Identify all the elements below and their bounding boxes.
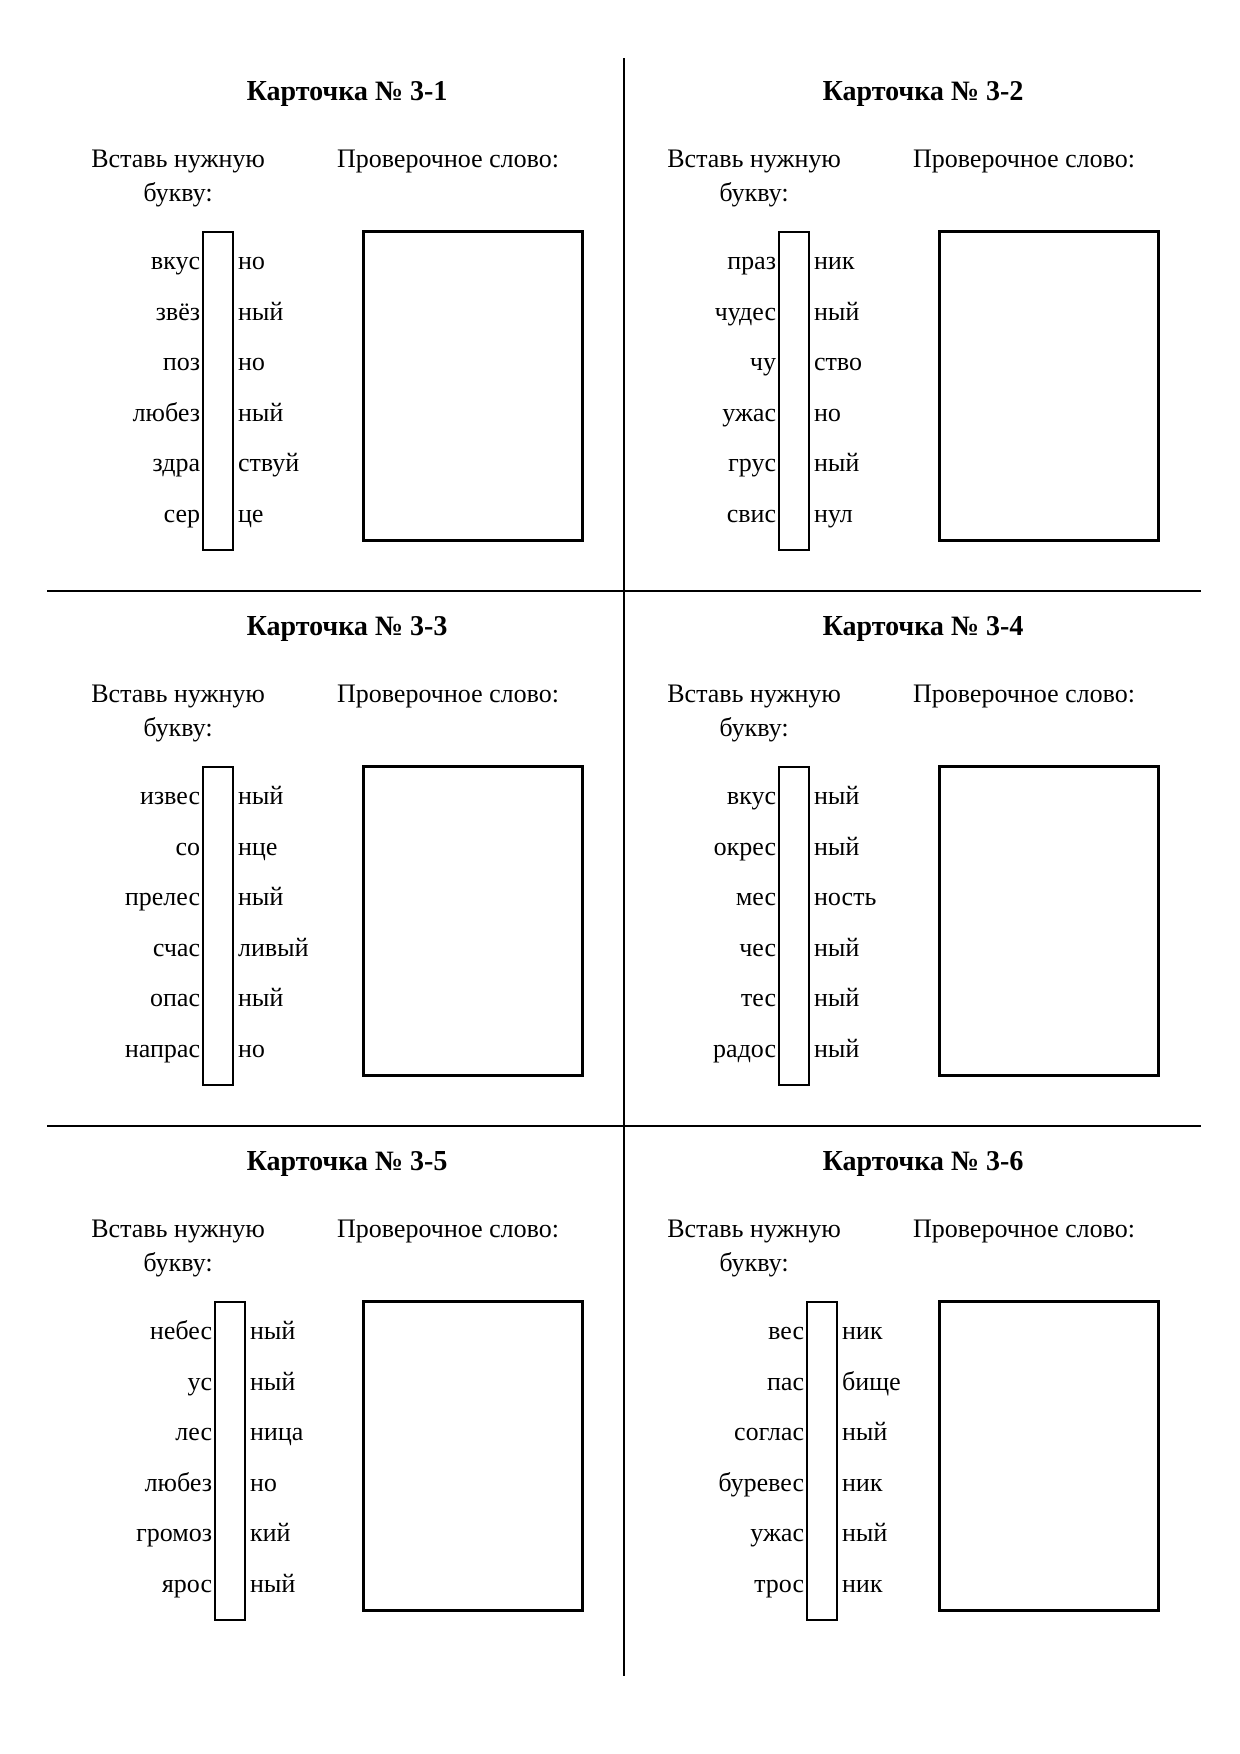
word-prefix: пас — [767, 1366, 804, 1396]
word-prefix: ужас — [750, 1518, 804, 1547]
missing-letter-column[interactable] — [778, 231, 810, 551]
word-prefix: поз — [162, 347, 200, 376]
card — [634, 595, 1212, 1129]
word-prefix: праз — [727, 246, 776, 275]
word-suffix: ный — [814, 831, 860, 861]
check-word-label: Проверочное слово: — [337, 1214, 559, 1243]
word-suffix: ность — [814, 882, 877, 911]
card — [634, 1130, 1212, 1664]
word-prefix: чес — [739, 932, 776, 962]
word-suffix: ный — [814, 781, 860, 810]
word-prefix: мес — [735, 882, 776, 911]
word-suffix: ный — [814, 1033, 860, 1063]
check-word-box[interactable] — [938, 765, 1160, 1077]
word-prefix: тес — [740, 983, 776, 1012]
word-suffix: нул — [814, 498, 853, 528]
word-suffix: но — [250, 1467, 277, 1497]
word-suffix: ный — [238, 781, 284, 810]
word-suffix: ный — [250, 1316, 296, 1345]
word-suffix: ный — [842, 1518, 888, 1547]
word-prefix: напрас — [124, 1033, 200, 1063]
check-word-box[interactable] — [362, 765, 584, 1077]
word-suffix: но — [238, 1033, 265, 1063]
missing-letter-column[interactable] — [202, 231, 234, 551]
word-suffix: ный — [814, 296, 860, 326]
missing-letter-column[interactable] — [778, 766, 810, 1086]
word-prefix: любез — [144, 1467, 212, 1497]
word-suffix: ный — [250, 1568, 296, 1598]
word-suffix: ник — [842, 1467, 883, 1497]
check-word-box[interactable] — [362, 1300, 584, 1612]
check-word-label: Проверочное слово: — [913, 144, 1135, 173]
word-suffix: ный — [814, 983, 860, 1012]
word-prefix: ус — [187, 1366, 212, 1396]
word-prefix: здра — [152, 448, 200, 477]
word-suffix: ный — [814, 932, 860, 962]
word-prefix: чудес — [714, 296, 776, 326]
card-title: Карточка № 3-2 — [822, 76, 1024, 107]
word-suffix: ник — [814, 246, 855, 275]
word-prefix: прелес — [124, 882, 200, 911]
word-prefix: любез — [132, 397, 200, 427]
word-prefix: радос — [713, 1033, 776, 1063]
instruction-text: Вставь нужную букву: — [91, 1214, 265, 1277]
word-suffix: ный — [814, 448, 860, 477]
card-title: Карточка № 3-1 — [246, 76, 448, 107]
word-prefix: ужас — [722, 397, 776, 427]
word-suffix: бище — [842, 1366, 901, 1396]
check-word-label: Проверочное слово: — [337, 679, 559, 708]
word-suffix: ный — [238, 397, 284, 427]
word-suffix: но — [238, 347, 265, 376]
word-prefix: вкус — [726, 781, 776, 810]
card-title: Карточка № 3-5 — [246, 1146, 448, 1177]
instruction-text: Вставь нужную букву: — [667, 144, 841, 207]
check-word-box[interactable] — [938, 230, 1160, 542]
card — [634, 60, 1212, 594]
word-prefix: небес — [149, 1316, 212, 1345]
word-prefix: окрес — [713, 831, 776, 861]
card-title: Карточка № 3-4 — [822, 611, 1024, 642]
instruction-text: Вставь нужную букву: — [667, 679, 841, 742]
word-prefix: сер — [163, 498, 200, 528]
card — [58, 60, 636, 594]
instruction-text: Вставь нужную букву: — [667, 1214, 841, 1277]
check-word-label: Проверочное слово: — [337, 144, 559, 173]
word-prefix: буревес — [718, 1467, 804, 1497]
word-prefix: трос — [754, 1568, 804, 1598]
word-prefix: счас — [152, 932, 200, 962]
word-suffix: нце — [238, 831, 278, 861]
word-prefix: чу — [749, 347, 776, 376]
word-suffix: ник — [842, 1568, 883, 1598]
word-suffix: ный — [238, 983, 284, 1012]
word-suffix: ствуй — [238, 448, 300, 477]
missing-letter-column[interactable] — [202, 766, 234, 1086]
word-suffix: но — [238, 246, 265, 275]
word-suffix: ливый — [238, 932, 309, 962]
card — [58, 595, 636, 1129]
instruction-text: Вставь нужную букву: — [91, 144, 265, 207]
word-prefix: звёз — [155, 296, 200, 326]
word-suffix: ник — [842, 1316, 883, 1345]
word-suffix: ство — [814, 347, 863, 376]
word-prefix: ярос — [161, 1568, 212, 1598]
check-word-box[interactable] — [362, 230, 584, 542]
missing-letter-column[interactable] — [214, 1301, 246, 1621]
word-prefix: грус — [728, 448, 776, 477]
word-prefix: извес — [139, 781, 200, 810]
word-suffix: це — [238, 498, 264, 528]
word-prefix: вес — [768, 1316, 804, 1345]
missing-letter-column[interactable] — [806, 1301, 838, 1621]
word-prefix: соглас — [734, 1417, 804, 1446]
word-suffix: кий — [250, 1518, 291, 1547]
card-title: Карточка № 3-3 — [246, 611, 448, 642]
word-suffix: но — [814, 397, 841, 427]
instruction-text: Вставь нужную букву: — [91, 679, 265, 742]
check-word-box[interactable] — [938, 1300, 1160, 1612]
word-prefix: опас — [150, 983, 200, 1012]
word-prefix: громоз — [136, 1518, 212, 1547]
word-suffix: ный — [842, 1417, 888, 1446]
card — [58, 1130, 636, 1664]
word-prefix: лес — [175, 1417, 212, 1446]
check-word-label: Проверочное слово: — [913, 1214, 1135, 1243]
word-suffix: ный — [238, 882, 284, 911]
word-prefix: вкус — [150, 246, 200, 275]
word-suffix: ный — [238, 296, 284, 326]
word-suffix: ница — [250, 1417, 304, 1446]
card-title: Карточка № 3-6 — [822, 1146, 1024, 1177]
word-suffix: ный — [250, 1366, 296, 1396]
word-prefix: со — [175, 831, 200, 861]
check-word-label: Проверочное слово: — [913, 679, 1135, 708]
word-prefix: свис — [726, 498, 776, 528]
